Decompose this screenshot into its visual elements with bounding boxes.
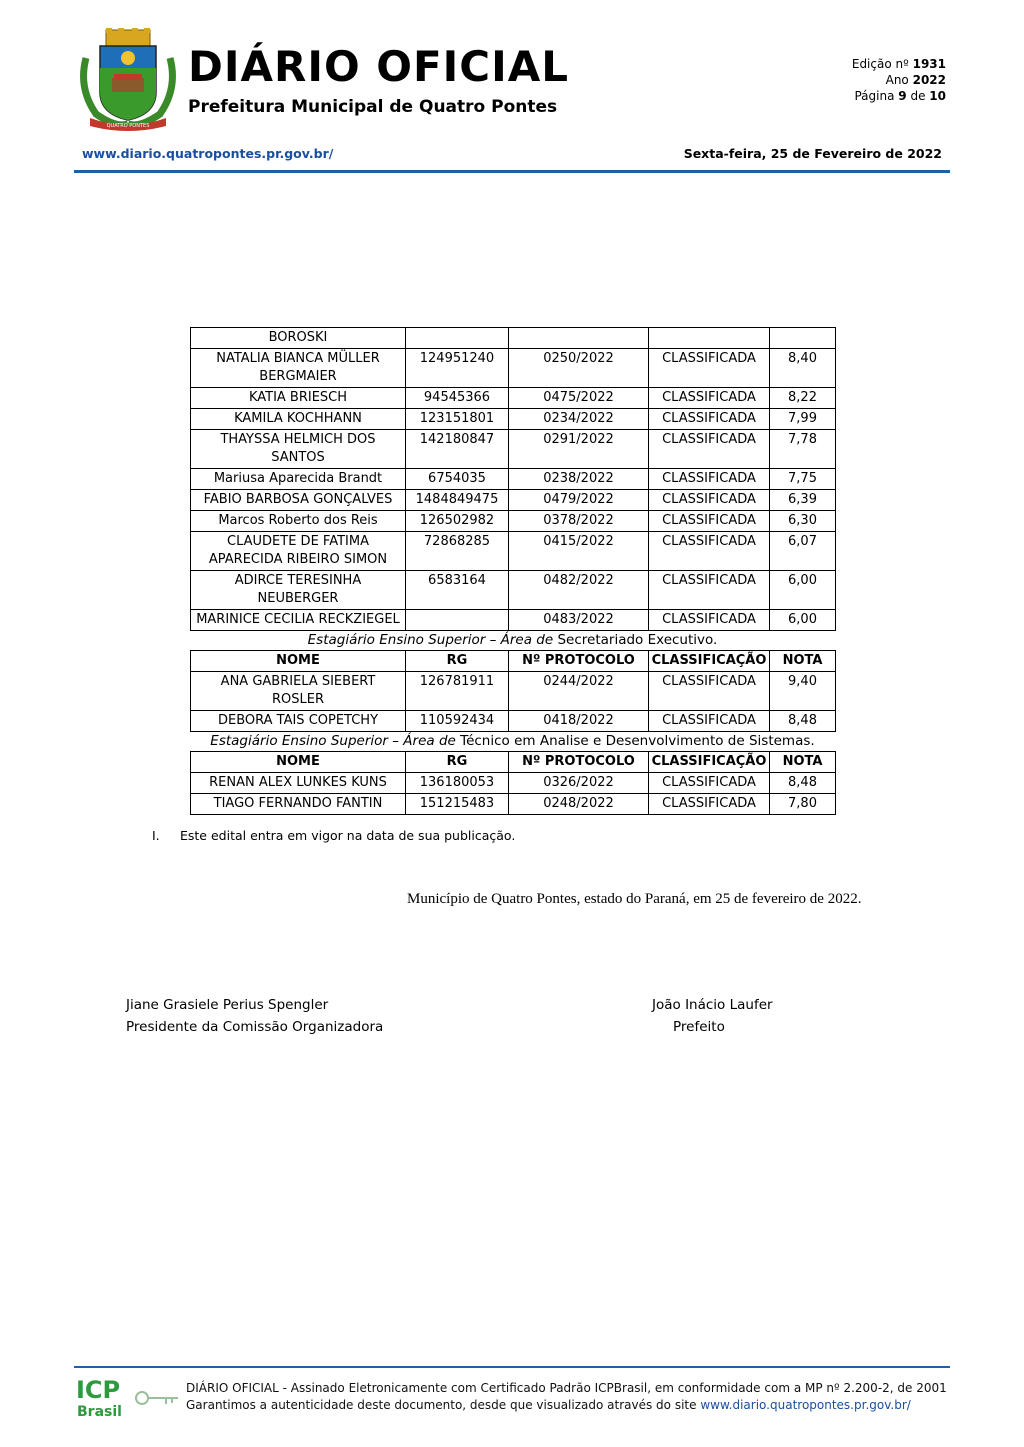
column-header: CLASSIFICAÇÃO — [649, 752, 770, 773]
results-table-secretariado — [190, 650, 836, 732]
results-table-sistemas — [190, 751, 836, 815]
column-header: NOME — [191, 651, 406, 672]
table-row — [191, 511, 836, 532]
table-row — [191, 349, 836, 388]
table-row — [191, 711, 836, 732]
cell-rg: 6583164 — [406, 571, 509, 610]
table-row — [191, 532, 836, 571]
footer-site-link[interactable]: www.diario.quatropontes.pr.gov.br/ — [700, 1398, 911, 1412]
edital-clause — [152, 828, 515, 843]
site-link[interactable]: www.diario.quatropontes.pr.gov.br/ — [82, 146, 334, 161]
page-label: Página — [854, 89, 895, 103]
footer-line2-text: Garantimos a autenticidade deste documento, desde que visualizado através do site — [186, 1398, 701, 1412]
cell-nota: 6,00 — [770, 571, 836, 610]
cell-nome: ADIRCE TERESINHA NEUBERGER — [191, 571, 406, 610]
cell-protocolo: 0482/2022 — [509, 571, 649, 610]
cell-rg: 151215483 — [406, 794, 509, 815]
section-caption-secretariado — [190, 631, 835, 650]
cell-classificacao: CLASSIFICADA — [649, 794, 770, 815]
cell-rg: 142180847 — [406, 430, 509, 469]
cell-protocolo: 0238/2022 — [509, 469, 649, 490]
column-header: Nº PROTOCOLO — [509, 651, 649, 672]
page-title: DIÁRIO OFICIAL — [188, 42, 570, 91]
cell-nome: MARINICE CECILIA RECKZIEGEL — [191, 610, 406, 631]
signer-name: Jiane Grasiele Perius Spengler — [126, 997, 329, 1013]
cell-nota: 9,40 — [770, 672, 836, 711]
column-header: RG — [406, 752, 509, 773]
municipal-crest-icon — [76, 28, 180, 132]
cell-classificacao: CLASSIFICADA — [649, 490, 770, 511]
page-total: 10 — [929, 89, 946, 103]
cell-classificacao: CLASSIFICADA — [649, 409, 770, 430]
cell-rg: 136180053 — [406, 773, 509, 794]
cell-nota: 8,48 — [770, 711, 836, 732]
page-of: de — [910, 89, 926, 103]
cell-nota: 6,30 — [770, 511, 836, 532]
cell-protocolo: 0326/2022 — [509, 773, 649, 794]
header-divider — [74, 170, 950, 173]
cell-nome: CLAUDETE DE FATIMA APARECIDA RIBEIRO SIMON — [191, 532, 406, 571]
cell-protocolo: 0248/2022 — [509, 794, 649, 815]
table-row — [191, 388, 836, 409]
table-header-row — [191, 651, 836, 672]
results-content — [190, 327, 835, 815]
cell-nome: NATALIA BIANCA MÜLLER BERGMAIER — [191, 349, 406, 388]
svg-text:ICP: ICP — [76, 1376, 121, 1404]
caption-area: Secretariado Executivo. — [553, 632, 718, 648]
cell-nota: 8,40 — [770, 349, 836, 388]
cell-rg: 1484849475 — [406, 490, 509, 511]
cell-protocolo: 0479/2022 — [509, 490, 649, 511]
table-row — [191, 794, 836, 815]
clause-text: Este edital entra em vigor na data de sua publicação. — [180, 828, 516, 843]
cell-nome: KAMILA KOCHHANN — [191, 409, 406, 430]
caption-area: Técnico em Analise e Desenvolvimento de Sistemas. — [455, 733, 815, 749]
cell-classificacao: CLASSIFICADA — [649, 773, 770, 794]
icp-brasil-logo-icon — [76, 1376, 180, 1418]
caption-italic: Estagiário Ensino Superior – Área de — [210, 733, 456, 749]
cell-classificacao: CLASSIFICADA — [649, 610, 770, 631]
table-row — [191, 490, 836, 511]
cell-classificacao: CLASSIFICADA — [649, 469, 770, 490]
page-subtitle: Prefeitura Municipal de Quatro Pontes — [188, 97, 558, 117]
column-header: NOTA — [770, 752, 836, 773]
cell-nota: 7,75 — [770, 469, 836, 490]
cell-nome: THAYSSA HELMICH DOS SANTOS — [191, 430, 406, 469]
cell-nome: BOROSKI — [191, 328, 406, 349]
results-table-continued — [190, 327, 836, 631]
cell-classificacao — [649, 328, 770, 349]
column-header: CLASSIFICAÇÃO — [649, 651, 770, 672]
cell-nome: ANA GABRIELA SIEBERT ROSLER — [191, 672, 406, 711]
signer-role: Prefeito — [673, 1019, 725, 1035]
footer-line2 — [186, 1397, 947, 1414]
cell-protocolo: 0250/2022 — [509, 349, 649, 388]
svg-text:Brasil: Brasil — [77, 1404, 122, 1418]
table-row — [191, 328, 836, 349]
cell-nome: FABIO BARBOSA GONÇALVES — [191, 490, 406, 511]
cell-nota: 7,78 — [770, 430, 836, 469]
cell-nota: 7,99 — [770, 409, 836, 430]
year-label: Ano — [885, 73, 909, 87]
edition-number: 1931 — [912, 57, 946, 71]
cell-classificacao: CLASSIFICADA — [649, 388, 770, 409]
cell-protocolo: 0475/2022 — [509, 388, 649, 409]
cell-classificacao: CLASSIFICADA — [649, 511, 770, 532]
caption-italic: Estagiário Ensino Superior – Área de — [307, 632, 554, 648]
edition-info — [852, 56, 946, 104]
results-table-body — [191, 773, 836, 815]
cell-nome: DEBORA TAIS COPETCHY — [191, 711, 406, 732]
cell-rg: 6754035 — [406, 469, 509, 490]
table-row — [191, 571, 836, 610]
cell-rg — [406, 328, 509, 349]
cell-classificacao: CLASSIFICADA — [649, 532, 770, 571]
svg-text:QUATRO PONTES: QUATRO PONTES — [106, 123, 150, 129]
page-current: 9 — [898, 89, 907, 103]
edition-label: Edição nº — [851, 57, 909, 71]
cell-nome: Marcos Roberto dos Reis — [191, 511, 406, 532]
cell-nota: 6,00 — [770, 610, 836, 631]
clause-number: I. — [152, 828, 160, 843]
footer-line1: DIÁRIO OFICIAL - Assinado Eletronicamente com Certificado Padrão ICPBrasil, em conformidade com a MP nº 2.200-2, de 2001 — [186, 1381, 947, 1395]
cell-nota: 7,80 — [770, 794, 836, 815]
cell-classificacao: CLASSIFICADA — [649, 711, 770, 732]
cell-rg: 72868285 — [406, 532, 509, 571]
table-row — [191, 773, 836, 794]
cell-protocolo: 0483/2022 — [509, 610, 649, 631]
cell-nota — [770, 328, 836, 349]
cell-classificacao: CLASSIFICADA — [649, 571, 770, 610]
cell-rg: 126781911 — [406, 672, 509, 711]
publication-date: Sexta-feira, 25 de Fevereiro de 2022 — [683, 146, 942, 161]
table-header-row — [191, 752, 836, 773]
column-header: Nº PROTOCOLO — [509, 752, 649, 773]
section-caption-sistemas — [190, 732, 835, 751]
signer-role: Presidente da Comissão Organizadora — [126, 1019, 384, 1035]
footer-certification-text — [186, 1380, 947, 1414]
cell-protocolo: 0378/2022 — [509, 511, 649, 532]
cell-rg: 110592434 — [406, 711, 509, 732]
cell-rg: 94545366 — [406, 388, 509, 409]
cell-rg: 124951240 — [406, 349, 509, 388]
column-header: NOTA — [770, 651, 836, 672]
cell-protocolo: 0415/2022 — [509, 532, 649, 571]
cell-nota: 8,48 — [770, 773, 836, 794]
column-header: NOME — [191, 752, 406, 773]
cell-protocolo: 0234/2022 — [509, 409, 649, 430]
results-table-body — [191, 672, 836, 732]
table-row — [191, 430, 836, 469]
column-header: RG — [406, 651, 509, 672]
cell-protocolo — [509, 328, 649, 349]
table-row — [191, 409, 836, 430]
cell-rg: 126502982 — [406, 511, 509, 532]
results-table-body — [191, 328, 836, 631]
footer-divider — [74, 1366, 950, 1368]
cell-classificacao: CLASSIFICADA — [649, 349, 770, 388]
signer-name: João Inácio Laufer — [652, 997, 773, 1013]
table-row — [191, 672, 836, 711]
cell-classificacao: CLASSIFICADA — [649, 430, 770, 469]
cell-rg: 123151801 — [406, 409, 509, 430]
signature-mayor — [652, 994, 773, 1038]
cell-protocolo: 0244/2022 — [509, 672, 649, 711]
signature-commission-president — [126, 994, 383, 1038]
cell-nota: 8,22 — [770, 388, 836, 409]
cell-protocolo: 0291/2022 — [509, 430, 649, 469]
cell-nota: 6,07 — [770, 532, 836, 571]
cell-rg — [406, 610, 509, 631]
cell-classificacao: CLASSIFICADA — [649, 672, 770, 711]
place-date-line: Município de Quatro Pontes, estado do Paraná, em 25 de fevereiro de 2022. — [407, 891, 862, 907]
cell-nota: 6,39 — [770, 490, 836, 511]
cell-nome: TIAGO FERNANDO FANTIN — [191, 794, 406, 815]
year-value: 2022 — [912, 73, 946, 87]
table-row — [191, 610, 836, 631]
cell-nome: Mariusa Aparecida Brandt — [191, 469, 406, 490]
cell-protocolo: 0418/2022 — [509, 711, 649, 732]
cell-nome: RENAN ALEX LUNKES KUNS — [191, 773, 406, 794]
cell-nome: KATIA BRIESCH — [191, 388, 406, 409]
table-row — [191, 469, 836, 490]
